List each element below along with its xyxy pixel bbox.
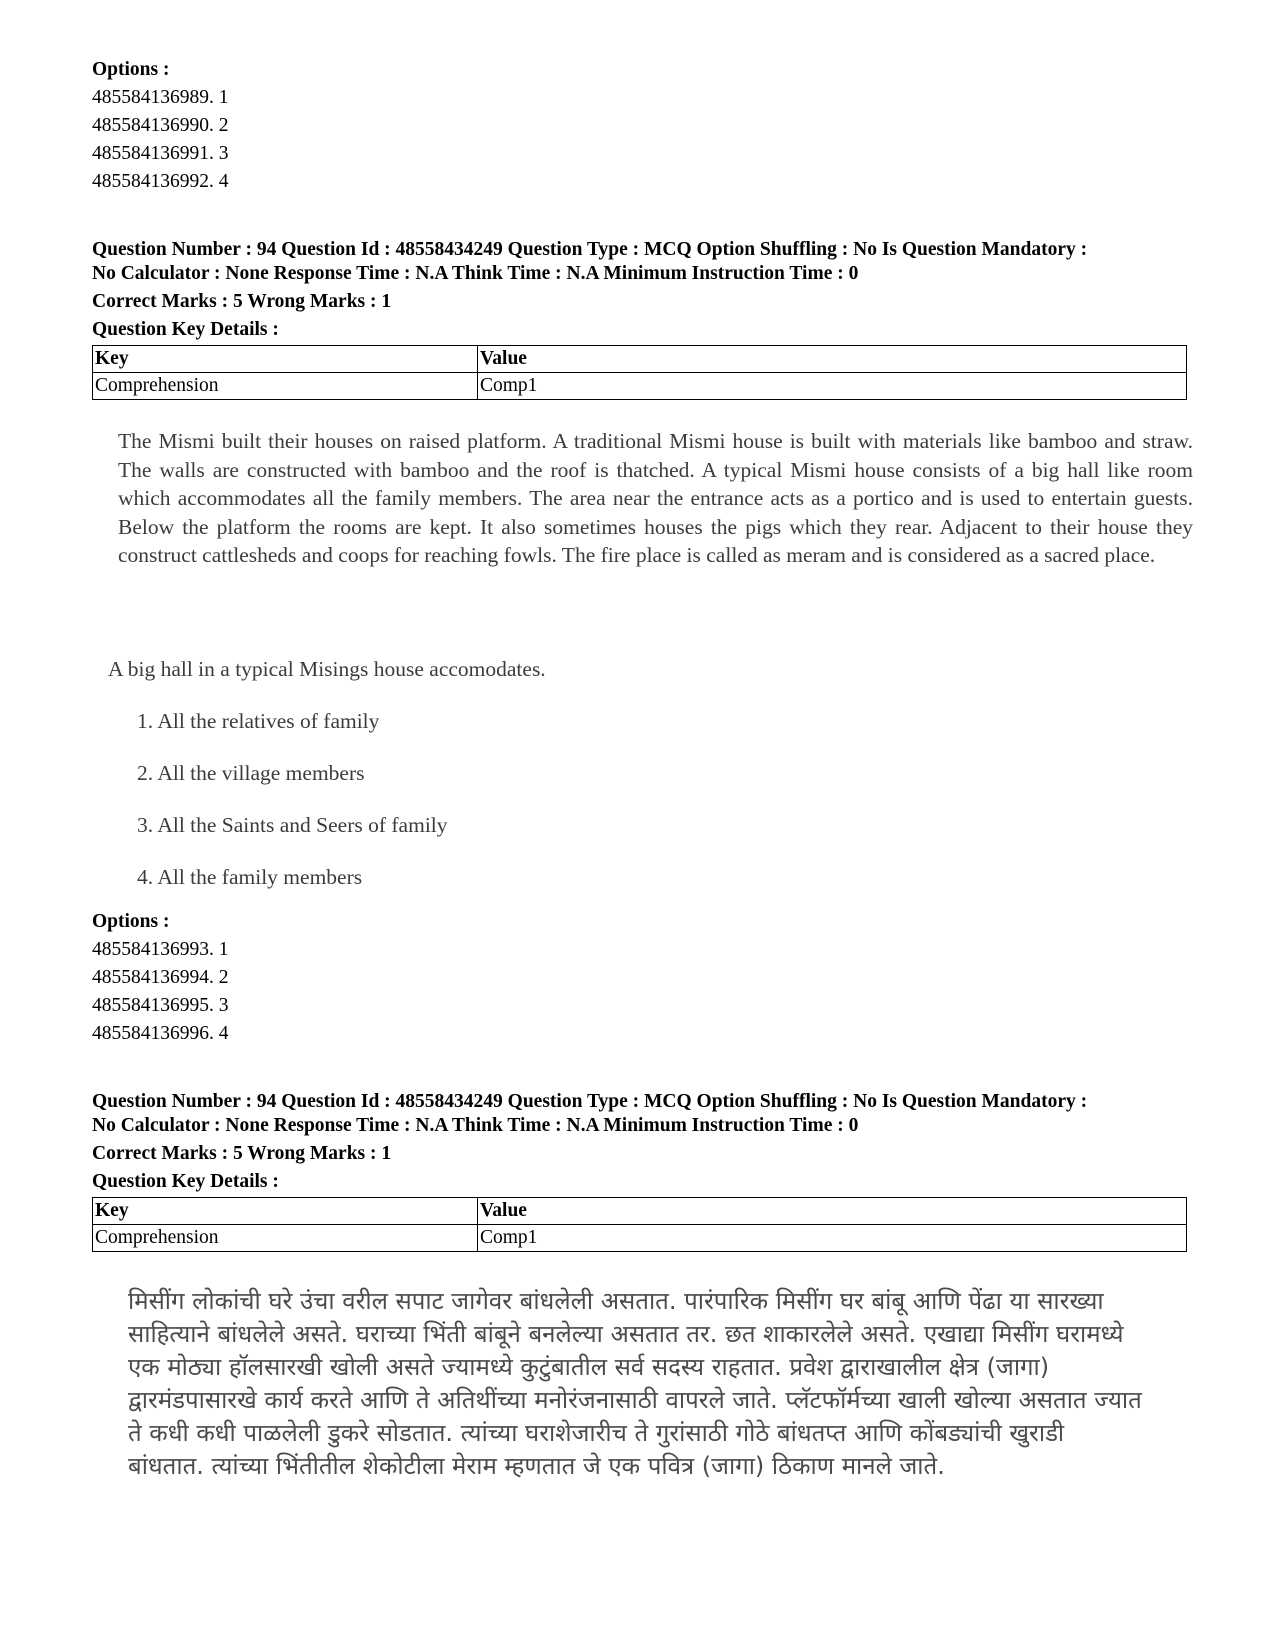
option-item: 485584136996. 4 (92, 1023, 229, 1044)
passage-line: साहित्याने बांधलेले असते. घराच्या भिंती बांबूने बनलेल्या असतात तर. छत शाकारलेले असते. एखाद्या मिसींग घरामध्ये (128, 1320, 1124, 1348)
marathi-passage (128, 1285, 1203, 1483)
question-meta (92, 1090, 1192, 1138)
option-item: 485584136992. 4 (92, 171, 229, 192)
table-header-value: Value (478, 1198, 1187, 1225)
choice-item: 2. All the village members (137, 761, 365, 785)
option-item: 485584136991. 3 (92, 143, 229, 164)
table-header-value: Value (478, 346, 1187, 373)
passage-line: मिसींग लोकांची घरे उंचा वरील सपाट जागेवर बांधलेली असतात. पारंपारिक मिसींग घर बांबू आणि पेंढा या सारख्या (128, 1287, 1104, 1315)
table-row (93, 373, 1187, 400)
comprehension-passage: The Mismi built their houses on raised platform. A traditional Mismi house is built with materials like bamboo and straw. The walls are constructed with bamboo and the roof is thatched. A typical Mismi house consists of a big hall like room which accommodates all the family members. The area near the entrance acts as a portico and is used to entertain guests. Below the platform the rooms are kept. It also sometimes houses the pigs which they rear. Adjacent to their house they construct cattlesheds and coops for reaching fowls. The fire place is called as meram and is considered as a sacred place. (118, 429, 1193, 567)
key-value-table (92, 1197, 1187, 1252)
question-meta-line1: Question Number : 94 Question Id : 48558434249 Question Type : MCQ Option Shuffling : No Is Question Mandatory : (92, 1091, 1088, 1112)
question-text: A big hall in a typical Misings house accomodates. (108, 657, 546, 681)
table-cell-value: Comp1 (478, 373, 1187, 400)
passage-line: एक मोठ्या हॉलसारखी खोली असते ज्यामध्ये कुटुंबातील सर्व सदस्य राहतात. प्रवेश द्वाराखालील क्षेत्र (जागा) (128, 1353, 1050, 1381)
table-header-key: Key (93, 346, 478, 373)
option-item: 485584136993. 1 (92, 939, 229, 960)
question-meta-line2: No Calculator : None Response Time : N.A Think Time : N.A Minimum Instruction Time : 0 (92, 263, 859, 284)
question-meta-line1: Question Number : 94 Question Id : 48558434249 Question Type : MCQ Option Shuffling : No Is Question Mandatory : (92, 239, 1088, 260)
passage-line: ते कधी कधी पाळलेली डुकरे सोडतात. त्यांच्या घराशेजारीच ते गुरांसाठी गोठे बांधतप्त आणि कोंबड्यांची खुराडी (128, 1419, 1065, 1447)
key-details-label: Question Key Details : (92, 319, 279, 340)
key-details-label: Question Key Details : (92, 1171, 279, 1192)
choice-item: 3. All the Saints and Seers of family (137, 813, 448, 837)
marks-line: Correct Marks : 5 Wrong Marks : 1 (92, 291, 392, 312)
option-item: 485584136994. 2 (92, 967, 229, 988)
table-header-row (93, 346, 1187, 373)
passage-line: बांधतात. त्यांच्या भिंतीतील शेकोटीला मेराम म्हणतात जे एक पवित्र (जागा) ठिकाण मानले जाते. (128, 1452, 945, 1480)
passage-line: द्वारमंडपासारखे कार्य करते आणि ते अतिथींच्या मनोरंजनासाठी वापरले जाते. प्लॅटफॉर्मच्या खाली खोल्या असतात ज्यात (128, 1386, 1142, 1414)
options-label: Options : (92, 911, 170, 932)
table-cell-key: Comprehension (93, 1225, 478, 1252)
marks-line: Correct Marks : 5 Wrong Marks : 1 (92, 1143, 392, 1164)
choice-item: 1. All the relatives of family (137, 709, 380, 733)
question-meta (92, 238, 1192, 286)
key-value-table (92, 345, 1187, 400)
options-label: Options : (92, 59, 170, 80)
table-cell-value: Comp1 (478, 1225, 1187, 1252)
question-meta-line2: No Calculator : None Response Time : N.A Think Time : N.A Minimum Instruction Time : 0 (92, 1115, 859, 1136)
option-item: 485584136995. 3 (92, 995, 229, 1016)
choice-item: 4. All the family members (137, 865, 363, 889)
table-header-row (93, 1198, 1187, 1225)
table-header-key: Key (93, 1198, 478, 1225)
table-cell-key: Comprehension (93, 373, 478, 400)
table-row (93, 1225, 1187, 1252)
option-item: 485584136989. 1 (92, 87, 229, 108)
option-item: 485584136990. 2 (92, 115, 229, 136)
